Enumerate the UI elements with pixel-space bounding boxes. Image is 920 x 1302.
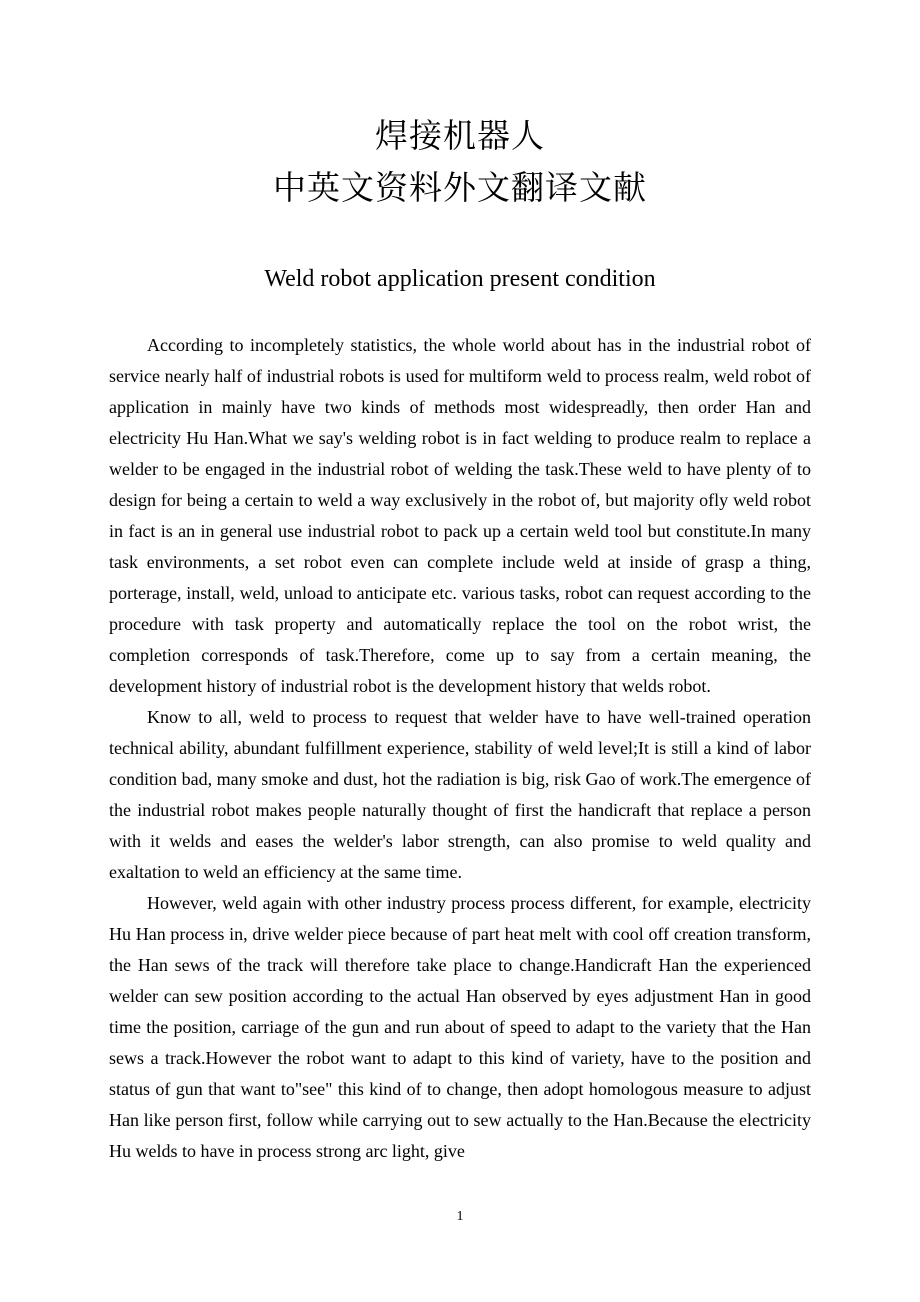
title-line-2: 中英文资料外文翻译文献 xyxy=(273,168,647,207)
article-subtitle: Weld robot application present condition xyxy=(264,266,656,292)
paragraph: Know to all, weld to process to request that welder have to have well-trained operation technical ability, abundant fulfillment experience, stability of weld level;It is still a kind of labor condition bad, many smoke and dust, hot the radiation is big, risk Gao of work.The emergence of the industrial robot makes people naturally thought of first the handicraft that replace a person with it welds and eases the welder's labor strength, can also promise to weld quality and exaltation to weld an efficiency at the same time. xyxy=(109,707,811,882)
title-line-1: 焊接机器人 xyxy=(375,116,545,155)
body-text xyxy=(109,330,811,1167)
page-number: 1 xyxy=(456,1209,464,1224)
paragraph: According to incompletely statistics, the whole world about has in the industrial robot of service nearly half of industrial robots is used for multiform weld to process realm, weld robot of application in mainly have two kinds of methods most widespreadly, then order Han and electricity Hu Han.What we say's welding robot is in fact welding to produce realm to replace a welder to be engaged in the industrial robot of welding the task.These weld to have plenty of to design for being a certain to weld a way exclusively in the robot of, but majority ofly weld robot in fact is an in general use industrial robot to pack up a certain weld tool but constitute.In many task environments, a set robot even can complete include weld at inside of grasp a thing, porterage, install, weld, unload to anticipate etc. various tasks, robot can request according to the procedure with task property and automatically replace the tool on the robot wrist, the completion corresponds of task.Therefore, come up to say from a certain meaning, the development history of industrial robot is the development history that welds robot. xyxy=(109,335,811,696)
document-title xyxy=(0,110,920,214)
paragraph: However, weld again with other industry process process different, for example, electricity Hu Han process in, drive welder piece because of part heat melt with cool off creation transform, the Han sews of the track will therefore take place to change.Handicraft Han the experienced welder can sew position according to the actual Han observed by eyes adjustment Han in good time the position, carriage of the gun and run about of speed to adapt to the variety that the Han sews a track.However the robot want to adapt to this kind of variety, have to the position and status of gun that want to"see" this kind of to change, then adopt homologous measure to adjust Han like person first, follow while carrying out to sew actually to the Han.Because the electricity Hu welds to have in process strong arc light, give xyxy=(109,893,811,1161)
